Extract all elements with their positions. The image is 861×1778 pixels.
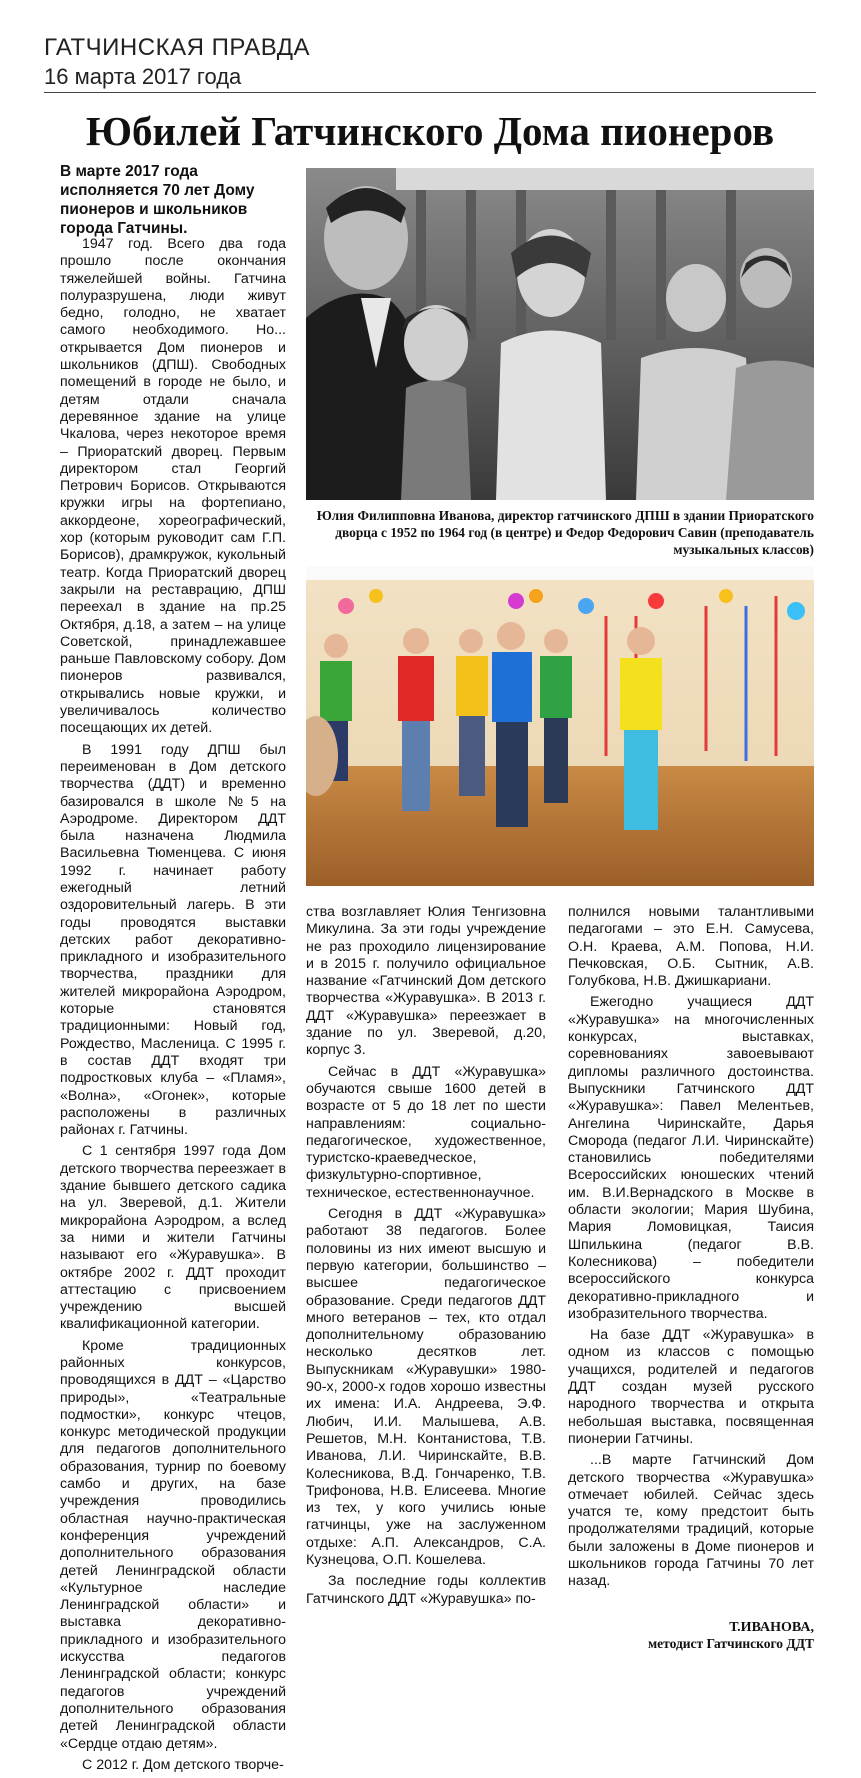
header-rule: [44, 92, 816, 93]
archive-photo-image: [306, 168, 814, 500]
author-role: методист Гатчинского ДДТ: [647, 1636, 814, 1651]
paragraph: 1947 год. Всего два года прошло после окончания тяжелейшей войны. Гатчина полуразрушена, люди живут бедно, голодно, не хватает самого необходимого. Но... открывается Дом пионеров и школьников (ДПШ). Свободных помещений в городе не было, и детям отдали сначала деревянное здание на улице Чкалова, через некоторое время – Приоратский дворец. Первым директором стал Георгий Петрович Борисов. Открываются кружки игры на фортепиано, аккордеоне, хореографический, хор (которым руководит сам Г.П. Борисов), драмкружок, кукольный театр. Когда Приоратский дворец закрыли на реставрацию, ДПШ переехал в здание на пр.25 Октября, д.18, а затем – на улице Советской, принадлежавшее раньше Павловскому собору. Дом пионеров развивался, открывались новые кружки, и увеличивалось количество посещающих их детей.: [60, 236, 286, 737]
paragraph: Кроме традиционных районных конкурсов, проводящихся в ДДТ – «Царство природы», «Театральные подмостки», конкурс чтецов, конкурс методической продукции для педагогов дополнительного образования, турнир по боевому самбо и других, на базе учреждения проводились областная научно-практическая конференция учреждений дополнительного образования детей Ленинградской области «Культурное наследие Ленинградской области» и выставка декоративно-прикладного и изобразительного искусства педагогов Ленинградской области; конкурс педагогов учреждений дополнительного образования детей Ленинградской области «Сердце отдаю детям».: [60, 1337, 286, 1752]
archive-photo: [306, 168, 814, 500]
article-lead: В марте 2017 года исполняется 70 лет Дому пионеров и школьников города Гатчины.: [60, 163, 255, 237]
paragraph: Ежегодно учащиеся ДДТ «Журавушка» на многочисленных конкурсах, выставках, соревнованиях завоевывают дипломы различного достоинства. Выпускники Гатчинского ДДТ «Журавушка»: Павел Мелентьев, Ангелина Чиринскайте, Дарья Сморода (педагог Л.И. Чиринскайте) становились победителями Всероссийских юношеских чтений им. В.И.Вернадского в Москве в области экологии; Мария Шубина, Мария Ломовицкая, Таисия Шпилькина (педагог В.В. Колесникова) – победители всероссийского конкурса декоративно-прикладного и изобразительного творчества.: [568, 994, 814, 1322]
column-3: [568, 904, 814, 1595]
paragraph: С 1 сентября 1997 года Дом детского творчества переезжает в здание бывшего детского садика на ул. Зверевой, д.1. Жители микрорайона Аэродром, а вслед за ними и жители Гатчины называют его «Журавушка». В октябре 2002 г. ДДТ проходит аттестацию с присвоением учреждению высшей квалификационной категории.: [60, 1143, 286, 1333]
paragraph: Сегодня в ДДТ «Журавушка» работают 38 педагогов. Более половины из них имеют высшую и первую категории, большинство – высшее педагогическое образование. Среди педагогов ДДТ много ветеранов – тех, кто отдал дополнительному образованию несколько десятков лет. Выпускникам «Журавушки» 1980-90-х, 2000-х годов хорошо известны их имена: И.А. Андреева, Э.Ф. Любич, И.И. Малышева, А.В. Решетов, М.Н. Контанистова, Т.В. Иванова, Л.И. Чиринскайте, В.В. Колесникова, В.Д. Гончаренко, Т.В. Трифонова, Н.В. Елисеева. Многие из тех, у кого учились юные гатчинцы, уже на заслуженном отдыхе: А.П. Александров, С.А. Кузнецова, О.П. Кошелева.: [306, 1206, 546, 1568]
issue-date: 16 марта 2017 года: [44, 64, 242, 89]
article-title: Юбилей Гатчинского Дома пионеров: [85, 108, 775, 154]
paragraph: В 1991 году ДПШ был переименован в Дом детского творчества (ДДТ) и временно базировался в школе №5 на Аэродроме. Директором ДДТ была назначена Людмила Васильевна Тюменцева. С июня 1992 г. начинает работу ежегодный летний оздоровительный лагерь. В эти годы проводятся выставки детских работ декоративно-прикладного и изобразительного творчества, праздники для жителей микрорайона Аэродром, которые становятся традиционными: Новый год, Рождество, Масленица. С 1995 г. в состав ДДТ входят три подростковых клуба – «Пламя», «Волна», «Огонек», которые расположены в различных районах г. Гатчины.: [60, 741, 286, 1139]
paragraph: С 2012 г. Дом детского творче-: [82, 1756, 284, 1773]
paragraph: За последние годы коллектив Гатчинского ДДТ «Журавушка» по-: [306, 1573, 546, 1607]
paragraph: ...В марте Гатчинский Дом детского творчества «Журавушка» отмечает юбилей. Сейчас здесь учатся те, кому предстоит быть продолжателями традиций, которые были заложены в Доме пионеров и школьников города Гатчины 70 лет назад.: [568, 1452, 814, 1590]
column-1: [60, 236, 286, 1778]
author-name: Т.ИВАНОВА,: [729, 1620, 814, 1635]
archive-photo-caption: Юлия Филипповна Иванова, директор гатчинского ДПШ в здании Приоратского дворца с 1952 по 1964 год (в центре) и Федор Федорович Савин (преподаватель музыкальных классов): [316, 508, 814, 557]
paragraph: полнился новыми талантливыми педагогами – это Е.Н. Самусева, О.Н. Краева, А.М. Попова, Н.И. Печковская, О.Б. Сытник, А.В. Голубкова, Н.В. Джишкариани.: [568, 904, 814, 990]
paper-name: ГАТЧИНСКАЯ ПРАВДА: [44, 34, 310, 61]
paragraph: На базе ДДТ «Журавушка» в одном из классов с помощью учащихся, родителей и педагогов ДДТ создан музей русского народного творчества и открыта небольшая выставка, посвященная пионерии Гатчины.: [568, 1327, 814, 1447]
column-2: [306, 904, 546, 1612]
dance-photo: [306, 566, 814, 886]
dance-photo-image: [306, 566, 814, 886]
paragraph: Сейчас в ДДТ «Журавушка» обучаются свыше 1600 детей в возрасте от 5 до 18 лет по шести направлениям: социально-педагогическое, художественное, туристско-краеведческое, физкультурно-спортивное, техническое, естественнонаучное.: [306, 1063, 546, 1201]
paragraph: ства возглавляет Юлия Тенгизовна Микулина. За эти годы учреждение не раз проходило лицензирование и в 2015 г. получило официальное название «Гатчинский Дом детского творчества «Журавушка». В 2013 г. ДДТ «Журавушка» переезжает в здание по ул. Зверевой, д.20, корпус 3.: [306, 904, 546, 1059]
